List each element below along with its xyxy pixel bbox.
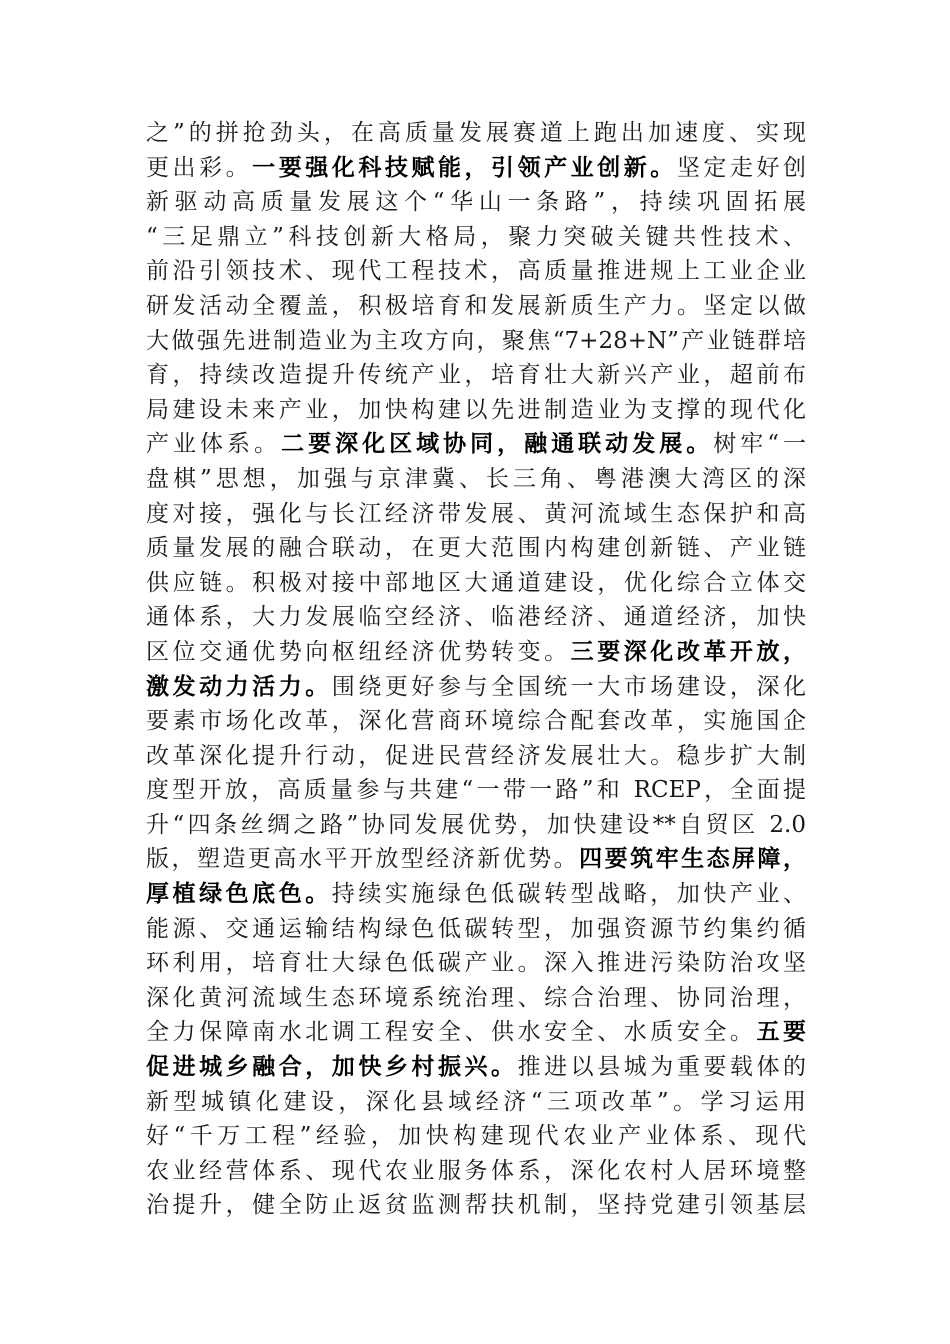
body-text: 前沿引领技术、现代工程技术，高质量推进规上工业企业	[146, 258, 806, 285]
body-text: 新驱动高质量发展这个“华山一条路”，持续巩固拓展	[146, 189, 806, 216]
body-text: 能源、交通运输结构绿色低碳转型，加强资源节约集约循	[146, 915, 806, 942]
body-text: 之”的拼抢劲头，在高质量发展赛道上跑出加速度、实现	[146, 120, 806, 146]
text-line	[146, 151, 806, 186]
text-line	[146, 600, 806, 635]
text-line	[146, 220, 806, 255]
text-line	[146, 773, 806, 808]
text-line	[146, 254, 806, 289]
text-line	[146, 1085, 806, 1120]
body-text: 树牢“一	[713, 431, 806, 458]
body-text: 通体系，大力发展临空经济、临港经济、通道经济，加快	[146, 604, 806, 631]
text-line	[146, 427, 806, 462]
body-text: 度对接，强化与长江经济带发展、黄河流域生态保护和高	[146, 500, 806, 527]
text-line	[146, 842, 806, 877]
text-line	[146, 1050, 806, 1085]
text-line	[146, 462, 806, 497]
text-line	[146, 1015, 806, 1050]
bold-heading-text: 三要深化改革开放，	[570, 638, 806, 665]
text-line	[146, 981, 806, 1016]
text-line	[146, 912, 806, 947]
text-line	[146, 497, 806, 532]
body-text: 环利用，培育壮大绿色低碳产业。深入推进污染防治攻坚	[146, 950, 806, 977]
body-text: 研发活动全覆盖，积极培育和发展新质生产力。坚定以做	[146, 292, 806, 319]
text-line	[146, 808, 806, 843]
body-text: 改革深化提升行动，促进民营经济发展壮大。稳步扩大制	[146, 742, 806, 769]
body-text: 全力保障南水北调工程安全、供水安全、水质安全。	[146, 1019, 757, 1046]
text-line	[146, 635, 806, 670]
body-text: 质量发展的融合联动，在更大范围内构建创新链、产业链	[146, 535, 806, 562]
body-text: 升“四条丝绸之路”协同发展优势，加快建设**自贸区 2.0	[146, 811, 806, 838]
text-line	[146, 289, 806, 324]
body-text: “三足鼎立”科技创新大格局，聚力突破关键共性技术、	[146, 223, 806, 250]
bold-heading-text: 厚植绿色底色。	[146, 881, 332, 908]
body-text: 盘棋”思想，加强与京津冀、长三角、粤港澳大湾区的深	[146, 465, 806, 492]
text-line	[146, 531, 806, 566]
text-line	[146, 393, 806, 428]
body-text: 更出彩。	[146, 154, 253, 181]
body-text: 坚定走好创	[676, 154, 806, 181]
text-line	[146, 116, 806, 151]
body-text: 区位交通优势向枢纽经济优势转变。	[146, 638, 571, 665]
body-text: 围绕更好参与全国统一大市场建设，深化	[331, 673, 806, 700]
body-text: 供应链。积极对接中部地区大通道建设，优化综合立体交	[146, 569, 806, 596]
body-text: 要素市场化改革，深化营商环境综合配套改革，实施国企	[146, 708, 806, 735]
text-line	[146, 877, 806, 912]
text-line	[146, 739, 806, 774]
body-text: 育，持续改造提升传统产业，培育壮大新兴产业，超前布	[146, 362, 806, 389]
bold-heading-text: 一要强化科技赋能，引领产业创新。	[252, 154, 677, 181]
text-line	[146, 185, 806, 220]
text-line	[146, 704, 806, 739]
text-line	[146, 670, 806, 705]
body-text: 新型城镇化建设，深化县域经济“三项改革”。学习运用	[146, 1088, 806, 1115]
body-text: 深化黄河流域生态环境系统治理、综合治理、协同治理，	[146, 984, 806, 1011]
text-line	[146, 946, 806, 981]
text-line	[146, 1119, 806, 1154]
body-text: 版，塑造更高水平开放型经济新优势。	[146, 846, 580, 873]
bold-heading-text: 激发动力活力。	[146, 673, 332, 700]
bold-heading-text: 四要筑牢生态屏障，	[579, 846, 806, 873]
text-line	[146, 324, 806, 359]
text-line	[146, 1188, 806, 1223]
body-text: 局建设未来产业，加快构建以先进制造业为支撑的现代化	[146, 396, 806, 423]
body-text: 好“千万工程”经验，加快构建现代农业产业体系、现代	[146, 1123, 806, 1150]
bold-heading-text: 二要深化区域协同，融通联动发展。	[281, 431, 714, 458]
body-text: 推进以县城为重要载体的	[517, 1054, 806, 1081]
text-line	[146, 1154, 806, 1189]
body-text: 治提升，健全防止返贫监测帮扶机制，坚持党建引领基层	[146, 1192, 806, 1219]
body-text: 持续实施绿色低碳转型战略，加快产业、	[331, 881, 806, 908]
body-text: 大做强先进制造业为主攻方向，聚焦“7+28+N”产业链群培	[146, 327, 806, 354]
body-paragraph	[146, 116, 806, 1223]
body-text: 农业经营体系、现代农业服务体系，深化农村人居环境整	[146, 1157, 806, 1184]
text-line	[146, 358, 806, 393]
bold-heading-text: 五要	[756, 1019, 806, 1046]
body-text: 度型开放，高质量参与共建“一带一路”和 RCEP，全面提	[146, 777, 806, 804]
text-line	[146, 566, 806, 601]
body-text: 产业体系。	[146, 431, 282, 458]
bold-heading-text: 促进城乡融合，加快乡村振兴。	[146, 1054, 518, 1081]
